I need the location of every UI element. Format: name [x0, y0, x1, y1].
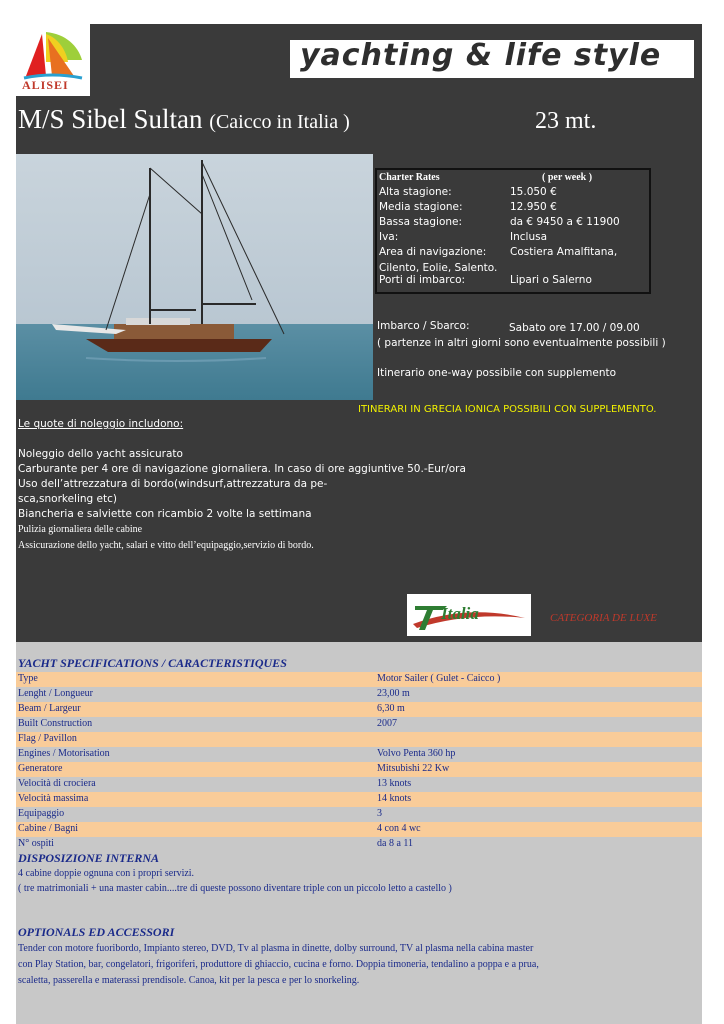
- spec-value: 4 con 4 wc: [377, 823, 421, 834]
- disposizione-heading: DISPOSIZIONE INTERNA: [18, 851, 160, 865]
- spec-key: Generatore: [18, 763, 63, 774]
- greece-note: ITINERARI IN GRECIA IONICA POSSIBILI CON SUPPLEMENTO.: [358, 404, 657, 415]
- include-item: Assicurazione dello yacht, salari e vitto dell’equipaggio,servizio di bordo.: [18, 540, 314, 551]
- disposizione-line: ( tre matrimoniali + una master cabin....tre di queste possono diventare triple con un piccolo letto a castello ): [18, 883, 452, 894]
- include-item: Biancheria e salviette con ricambio 2 volte la settimana: [18, 508, 312, 520]
- include-item: Pulizia giornaliera delle cabine: [18, 524, 143, 535]
- spec-value: da 8 a 11: [377, 838, 414, 849]
- table-row: [16, 807, 702, 822]
- rate-value: Costiera Amalfitana,: [510, 246, 618, 258]
- charter-rates-table: [375, 168, 651, 294]
- spec-value: Mitsubishi 22 Kw: [377, 763, 450, 774]
- include-item: Noleggio dello yacht assicurato: [18, 448, 183, 460]
- spec-value: 23,00 m: [377, 688, 410, 699]
- table-row: [16, 747, 702, 762]
- spec-key: Engines / Motorisation: [18, 748, 110, 759]
- table-row: [16, 837, 702, 852]
- rate-value: 12.950 €: [510, 201, 557, 213]
- table-row: [16, 717, 702, 732]
- oneway-note: Itinerario one-way possibile con supplemento: [377, 367, 617, 379]
- optionals-heading: OPTIONALS ED ACCESSORI: [18, 925, 175, 939]
- spec-key: Built Construction: [18, 718, 93, 729]
- italia-logo-text: Italia: [441, 604, 479, 623]
- rate-label: Bassa stagione:: [379, 216, 463, 228]
- table-row: [16, 732, 702, 747]
- category-label: CATEGORIA DE LUXE: [550, 612, 657, 624]
- banner-text: yachting & life style: [300, 38, 662, 73]
- disposizione-line: 4 cabine doppie ognuna con i propri servizi.: [18, 868, 195, 879]
- spec-value: 6,30 m: [377, 703, 405, 714]
- include-item: Carburante per 4 ore di navigazione giornaliera. In caso di ore aggiuntive 50.-Eur/ora: [18, 463, 466, 475]
- rate-value: 15.050 €: [510, 186, 557, 198]
- spec-key: Lenght / Longueur: [18, 688, 93, 699]
- spec-value: 3: [377, 808, 382, 819]
- italia-logo: [407, 594, 531, 636]
- spec-key: N° ospiti: [18, 838, 54, 849]
- title-sub: (Caicco in Italia ): [209, 111, 350, 133]
- table-row: [16, 702, 702, 717]
- table-row: [16, 822, 702, 837]
- table-row: [16, 672, 702, 687]
- rate-label: Media stagione:: [379, 201, 463, 213]
- page-title: [18, 104, 350, 135]
- rate-label: Alta stagione:: [379, 186, 452, 198]
- optionals-line: scaletta, passerella e materassi prendisole. Canoa, kit per la pesca e per lo snorkeling.: [18, 975, 360, 986]
- table-row: [16, 687, 702, 702]
- rates-heading: Charter Rates: [379, 172, 440, 183]
- table-row: [16, 792, 702, 807]
- spec-key: Flag / Pavillon: [18, 733, 77, 744]
- rate-label: Area di navigazione:: [379, 246, 487, 258]
- rate-label: Iva:: [379, 231, 399, 243]
- spec-key: Equipaggio: [18, 808, 65, 819]
- rate-label: Cilento, Eolie, Salento.: [379, 262, 498, 274]
- include-item: sca,snorkeling etc): [18, 493, 117, 505]
- spec-key: Type: [18, 673, 38, 684]
- spec-key: Velocità massima: [18, 793, 89, 804]
- rate-value: Lipari o Salerno: [510, 274, 592, 286]
- spec-key: Beam / Largeur: [18, 703, 81, 714]
- spec-value: 14 knots: [377, 793, 412, 804]
- include-item: Uso dell’attrezzatura di bordo(windsurf,attrezzatura da pe-: [18, 478, 328, 490]
- rate-value: da € 9450 a € 11900: [510, 216, 620, 228]
- spec-key: Velocità di crociera: [18, 778, 96, 789]
- optionals-line: con Play Station, bar, congelatori, frigoriferi, produttore di ghiaccio, cucina e forno. Doppia timoneria, tendalino a poppa e a prua,: [18, 959, 539, 970]
- title-main: M/S Sibel Sultan: [18, 104, 203, 134]
- yacht-length: 23 mt.: [535, 108, 597, 134]
- rates-period: ( per week ): [542, 172, 593, 183]
- logo-text: ALISEI: [22, 78, 69, 92]
- optionals-line: Tender con motore fuoribordo, Impianto stereo, DVD, Tv al plasma in dinette, dolby surround, TV al plasma nella cabina master: [18, 943, 534, 954]
- spec-value: Volvo Penta 360 hp: [377, 748, 456, 759]
- table-row: [16, 777, 702, 792]
- embark-label: Imbarco / Sbarco:: [377, 320, 470, 332]
- spec-value: 2007: [377, 718, 397, 729]
- embark-value: Sabato ore 17.00 / 09.00: [509, 322, 640, 334]
- yacht-photo: [16, 154, 373, 400]
- spec-key: Cabine / Bagni: [18, 823, 78, 834]
- rate-label: Porti di imbarco:: [379, 274, 466, 286]
- alisei-logo: [16, 24, 90, 96]
- spec-value: Motor Sailer ( Gulet - Caicco ): [377, 673, 501, 684]
- spec-value: 13 knots: [377, 778, 412, 789]
- includes-heading: Le quote di noleggio includono:: [18, 418, 184, 430]
- embark-note: ( partenze in altri giorni sono eventualmente possibili ): [377, 337, 666, 349]
- rate-value: Inclusa: [510, 231, 548, 243]
- table-row: [16, 762, 702, 777]
- specs-heading: YACHT SPECIFICATIONS / CARACTERISTIQUES: [18, 656, 287, 670]
